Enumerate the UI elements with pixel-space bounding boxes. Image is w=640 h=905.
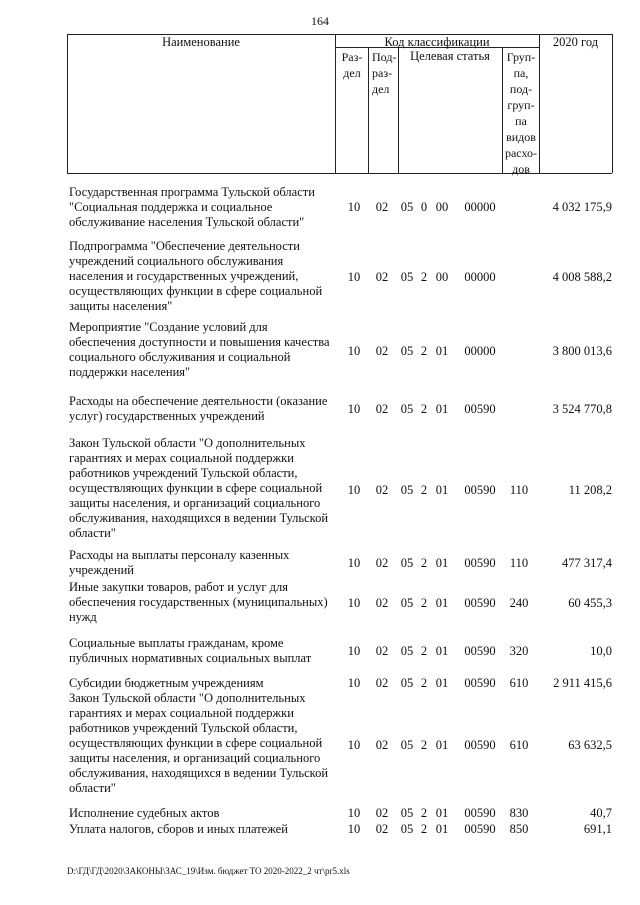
row-razdel: 10 <box>347 738 361 752</box>
header-year: 2020 год <box>552 35 599 49</box>
row-cs2: 2 <box>420 676 428 690</box>
header-divider-year <box>539 34 540 173</box>
row-cs2: 2 <box>420 822 428 836</box>
row-cs2: 2 <box>420 556 428 570</box>
row-podrazdel: 02 <box>375 676 389 690</box>
row-cs2: 2 <box>420 644 428 658</box>
row-cs4: 00590 <box>464 644 496 658</box>
row-cs3: 00 <box>435 270 449 284</box>
row-cs4: 00000 <box>464 344 496 358</box>
row-cs3: 01 <box>435 676 449 690</box>
row-vr: 610 <box>509 676 529 690</box>
row-vr: 850 <box>509 822 529 836</box>
header-subsection: Под- раз- дел <box>372 50 397 96</box>
row-cs1: 05 <box>400 806 414 820</box>
header-left-border <box>67 34 68 173</box>
header-classification: Код классификации <box>384 35 490 49</box>
row-cs3: 01 <box>435 822 449 836</box>
row-cs1: 05 <box>400 676 414 690</box>
row-podrazdel: 02 <box>375 344 389 358</box>
file-path-footer: D:\ГД\ГД\2020\ЗАКОНЫ\ЗАС_19\Изм. бюджет ТО 2020-2022_2 чт\pr5.xls <box>67 866 350 876</box>
row-cs1: 05 <box>400 483 414 497</box>
row-cs3: 01 <box>435 644 449 658</box>
row-name: Закон Тульской области "О дополнительных гарантиях и мерах социальной поддержки работников учреждений Тульской области, осуществляющих функции в сфере социальной защиты населения, и организаций социального обслуживания, находящихся в ведении Тульской области" <box>69 691 329 795</box>
row-amount: 3 800 013,6 <box>552 344 612 358</box>
row-podrazdel: 02 <box>375 822 389 836</box>
row-name: Закон Тульской области "О дополнительных гарантиях и мерах социальной поддержки работников учреждений Тульской области, осуществляющих функции в сфере социальной защиты населения, и организаций социального обслуживания, находящихся в ведении Тульской области" <box>69 436 329 540</box>
row-razdel: 10 <box>347 402 361 416</box>
row-name: Иные закупки товаров, работ и услуг для обеспечения государственных (муниципальных) нужд <box>69 580 328 624</box>
row-name: Государственная программа Тульской области "Социальная поддержка и социальное обслуживание населения Тульской области" <box>69 185 315 229</box>
row-name: Социальные выплаты гражданам, кроме публичных нормативных социальных выплат <box>69 636 312 665</box>
row-cs4: 00590 <box>464 676 496 690</box>
row-podrazdel: 02 <box>375 402 389 416</box>
row-podrazdel: 02 <box>375 806 389 820</box>
row-podrazdel: 02 <box>375 556 389 570</box>
header-right-border <box>612 34 613 173</box>
row-cs1: 05 <box>400 644 414 658</box>
row-cs1: 05 <box>400 402 414 416</box>
row-razdel: 10 <box>347 483 361 497</box>
header-name: Наименование <box>162 35 240 49</box>
row-amount: 60 455,3 <box>568 596 612 610</box>
row-razdel: 10 <box>347 676 361 690</box>
row-vr: 610 <box>509 738 529 752</box>
row-cs1: 05 <box>400 270 414 284</box>
row-podrazdel: 02 <box>375 270 389 284</box>
row-amount: 2 911 415,6 <box>553 676 612 690</box>
row-amount: 3 524 770,8 <box>552 402 612 416</box>
row-cs2: 2 <box>420 344 428 358</box>
row-razdel: 10 <box>347 200 361 214</box>
row-cs3: 01 <box>435 344 449 358</box>
row-cs4: 00590 <box>464 483 496 497</box>
row-cs2: 2 <box>420 596 428 610</box>
row-cs2: 2 <box>420 402 428 416</box>
row-razdel: 10 <box>347 344 361 358</box>
row-cs4: 00590 <box>464 822 496 836</box>
row-name: Субсидии бюджетным учреждениям <box>69 676 264 690</box>
row-razdel: 10 <box>347 556 361 570</box>
row-name: Расходы на выплаты персоналу казенных учреждений <box>69 548 290 577</box>
row-name: Уплата налогов, сборов и иных платежей <box>69 822 288 836</box>
row-cs1: 05 <box>400 344 414 358</box>
row-cs1: 05 <box>400 556 414 570</box>
row-razdel: 10 <box>347 822 361 836</box>
row-cs3: 01 <box>435 556 449 570</box>
row-vr: 830 <box>509 806 529 820</box>
row-amount: 40,7 <box>590 806 612 820</box>
row-podrazdel: 02 <box>375 200 389 214</box>
row-cs2: 0 <box>420 200 428 214</box>
row-amount: 477 317,4 <box>562 556 612 570</box>
row-cs2: 2 <box>420 270 428 284</box>
row-name: Подпрограмма "Обеспечение деятельности учреждений социального обслуживания населения и государственных учреждений, осуществляющих функции в сфере социальной защиты населения" <box>69 239 323 313</box>
row-razdel: 10 <box>347 644 361 658</box>
row-cs1: 05 <box>400 822 414 836</box>
row-cs4: 00000 <box>464 270 496 284</box>
row-name: Исполнение судебных актов <box>69 806 220 820</box>
row-cs3: 01 <box>435 806 449 820</box>
row-cs4: 00590 <box>464 402 496 416</box>
row-cs4: 00590 <box>464 806 496 820</box>
row-podrazdel: 02 <box>375 738 389 752</box>
row-amount: 10,0 <box>590 644 612 658</box>
row-cs3: 01 <box>435 483 449 497</box>
row-cs1: 05 <box>400 738 414 752</box>
row-cs2: 2 <box>420 483 428 497</box>
row-podrazdel: 02 <box>375 644 389 658</box>
row-cs3: 01 <box>435 738 449 752</box>
row-cs1: 05 <box>400 200 414 214</box>
row-vr: 110 <box>509 556 529 570</box>
row-amount: 63 632,5 <box>568 738 612 752</box>
row-vr: 320 <box>509 644 529 658</box>
row-amount: 11 208,2 <box>568 483 612 497</box>
row-razdel: 10 <box>347 596 361 610</box>
header-target: Целевая статья <box>410 49 490 63</box>
row-cs4: 00590 <box>464 556 496 570</box>
row-amount: 691,1 <box>583 822 612 836</box>
row-podrazdel: 02 <box>375 483 389 497</box>
row-cs4: 00590 <box>464 738 496 752</box>
row-cs3: 00 <box>435 200 449 214</box>
row-amount: 4 032 175,9 <box>552 200 612 214</box>
row-cs4: 00000 <box>464 200 496 214</box>
row-cs2: 2 <box>420 738 428 752</box>
row-cs3: 01 <box>435 402 449 416</box>
row-name: Мероприятие "Создание условий для обеспечения доступности и повышения качества социального обслуживания и социальной поддержки населения" <box>69 320 330 379</box>
row-vr: 110 <box>509 483 529 497</box>
row-cs1: 05 <box>400 596 414 610</box>
row-cs3: 01 <box>435 596 449 610</box>
row-amount: 4 008 588,2 <box>552 270 612 284</box>
page-number: 164 <box>311 14 329 28</box>
row-cs4: 00590 <box>464 596 496 610</box>
header-group: Груп- па, под- груп- па видов расхо- дов <box>504 50 538 176</box>
row-razdel: 10 <box>347 270 361 284</box>
row-podrazdel: 02 <box>375 596 389 610</box>
row-name: Расходы на обеспечение деятельности (оказание услуг) государственных учреждений <box>69 394 328 423</box>
row-vr: 240 <box>509 596 529 610</box>
row-razdel: 10 <box>347 806 361 820</box>
row-cs2: 2 <box>420 806 428 820</box>
header-section: Раз- дел <box>341 50 363 80</box>
